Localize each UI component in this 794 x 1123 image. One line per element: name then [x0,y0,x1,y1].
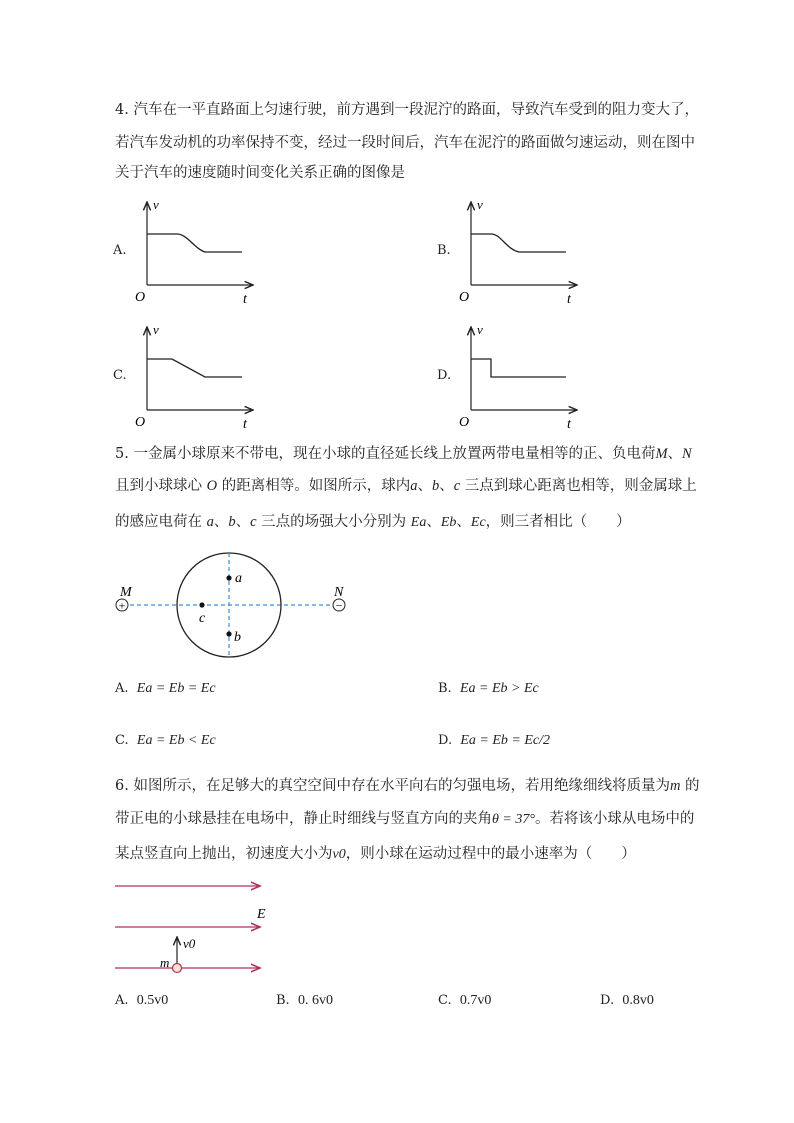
q5-option-C[interactable]: C. Ea = Eb < Ec [115,733,216,748]
v-axis-label: v [477,322,483,337]
origin-label: O [459,290,470,305]
v-axis-label: v [477,197,483,212]
origin-label: O [459,415,470,430]
velocity-curve [147,359,242,377]
q6-line-1: 6. 如图所示，在足够大的真空空间中存在水平向右的匀强电场，若用绝缘细线将质量为m 的 [115,778,700,794]
q4-option-A-label[interactable]: A. [113,243,127,258]
q4-graph-B[interactable] [457,197,582,307]
q6-option-D[interactable]: D. 0.8v0 [600,993,654,1008]
label-b: b [234,630,241,645]
point-b [226,631,231,636]
t-axis-label: t [567,292,571,307]
q5-option-A[interactable]: A. Ea = Eb = Ec [115,681,216,696]
q6-option-B[interactable]: B. 0. 6v0 [276,993,333,1008]
q5-line-1: 5. 一金属小球原来不带电，现在小球的直径延长线上放置两带电量相等的正、负电荷M、N [115,446,692,462]
field-Eb: Eb [440,515,457,530]
q4-line-3: 关于汽车的速度随时间变化关系正确的图像是 [115,165,405,181]
point-c [199,602,204,607]
label-N: N [334,585,344,600]
v-axis-label: v [153,322,159,337]
q6-option-C[interactable]: C. 0.7v0 [438,993,492,1008]
label-M: M [120,585,132,600]
velocity-curve [471,359,566,377]
q6-line-2: 带正电的小球悬挂在电场中，静止时细线与竖直方向的夹角θ = 37°。若将该小球从电场中的 [115,811,695,827]
q4-option-B-label[interactable]: B. [437,243,451,258]
q4-graph-A[interactable] [133,197,258,307]
plus-sign: + [118,598,126,613]
q5-line-2: 且到小球球心 O 的距离相等。如图所示，球内a、b、c 三点到球心距离也相等，则金属球上 [115,478,697,494]
q4-graph-C[interactable] [133,322,258,432]
field-Ec: Ec [470,515,486,530]
q5-option-B[interactable]: B. Ea = Eb > Ec [438,681,539,696]
q4-line-1: 4. 汽车在一平直路面上匀速行驶，前方遇到一段泥泞的路面，导致汽车受到的阻力变大了， [115,102,699,118]
t-axis-label: t [243,417,247,432]
charged-ball [173,964,182,973]
q6-field-figure [110,875,280,985]
q4-option-D-label[interactable]: D. [437,368,452,383]
q4-line-2: 若汽车发动机的功率保持不变，经过一段时间后，汽车在泥泞的路面做匀速运动，则在图中 [115,135,695,151]
q4-graph-D[interactable] [457,322,582,432]
label-m: m [160,955,170,970]
label-a: a [235,571,242,586]
q4-option-C-label[interactable]: C. [113,368,127,383]
t-axis-label: t [243,292,247,307]
point-a [226,575,231,580]
q5-sphere-figure [110,550,360,660]
label-v0: v0 [183,936,196,951]
label-E: E [257,907,266,922]
field-Ea: Ea [410,515,427,530]
q5-option-D[interactable]: D. Ea = Eb = Ec/2 [438,733,551,748]
q6-line-3: 某点竖直向上抛出，初速度大小为v0，则小球在运动过程中的最小速率为（ ） [115,846,636,862]
t-axis-label: t [567,417,571,432]
origin-label: O [135,415,146,430]
q5-line-3: 的感应电荷在 a、b、c 三点的场强大小分别为 Ea、Eb、Ec，则三者相比（ ） [115,514,631,530]
v-axis-label: v [153,197,159,212]
velocity-curve [147,234,242,252]
velocity-curve [471,234,566,252]
label-c: c [199,611,206,626]
q6-option-A[interactable]: A. 0.5v0 [115,993,169,1008]
minus-sign: − [335,598,343,613]
origin-label: O [135,290,146,305]
